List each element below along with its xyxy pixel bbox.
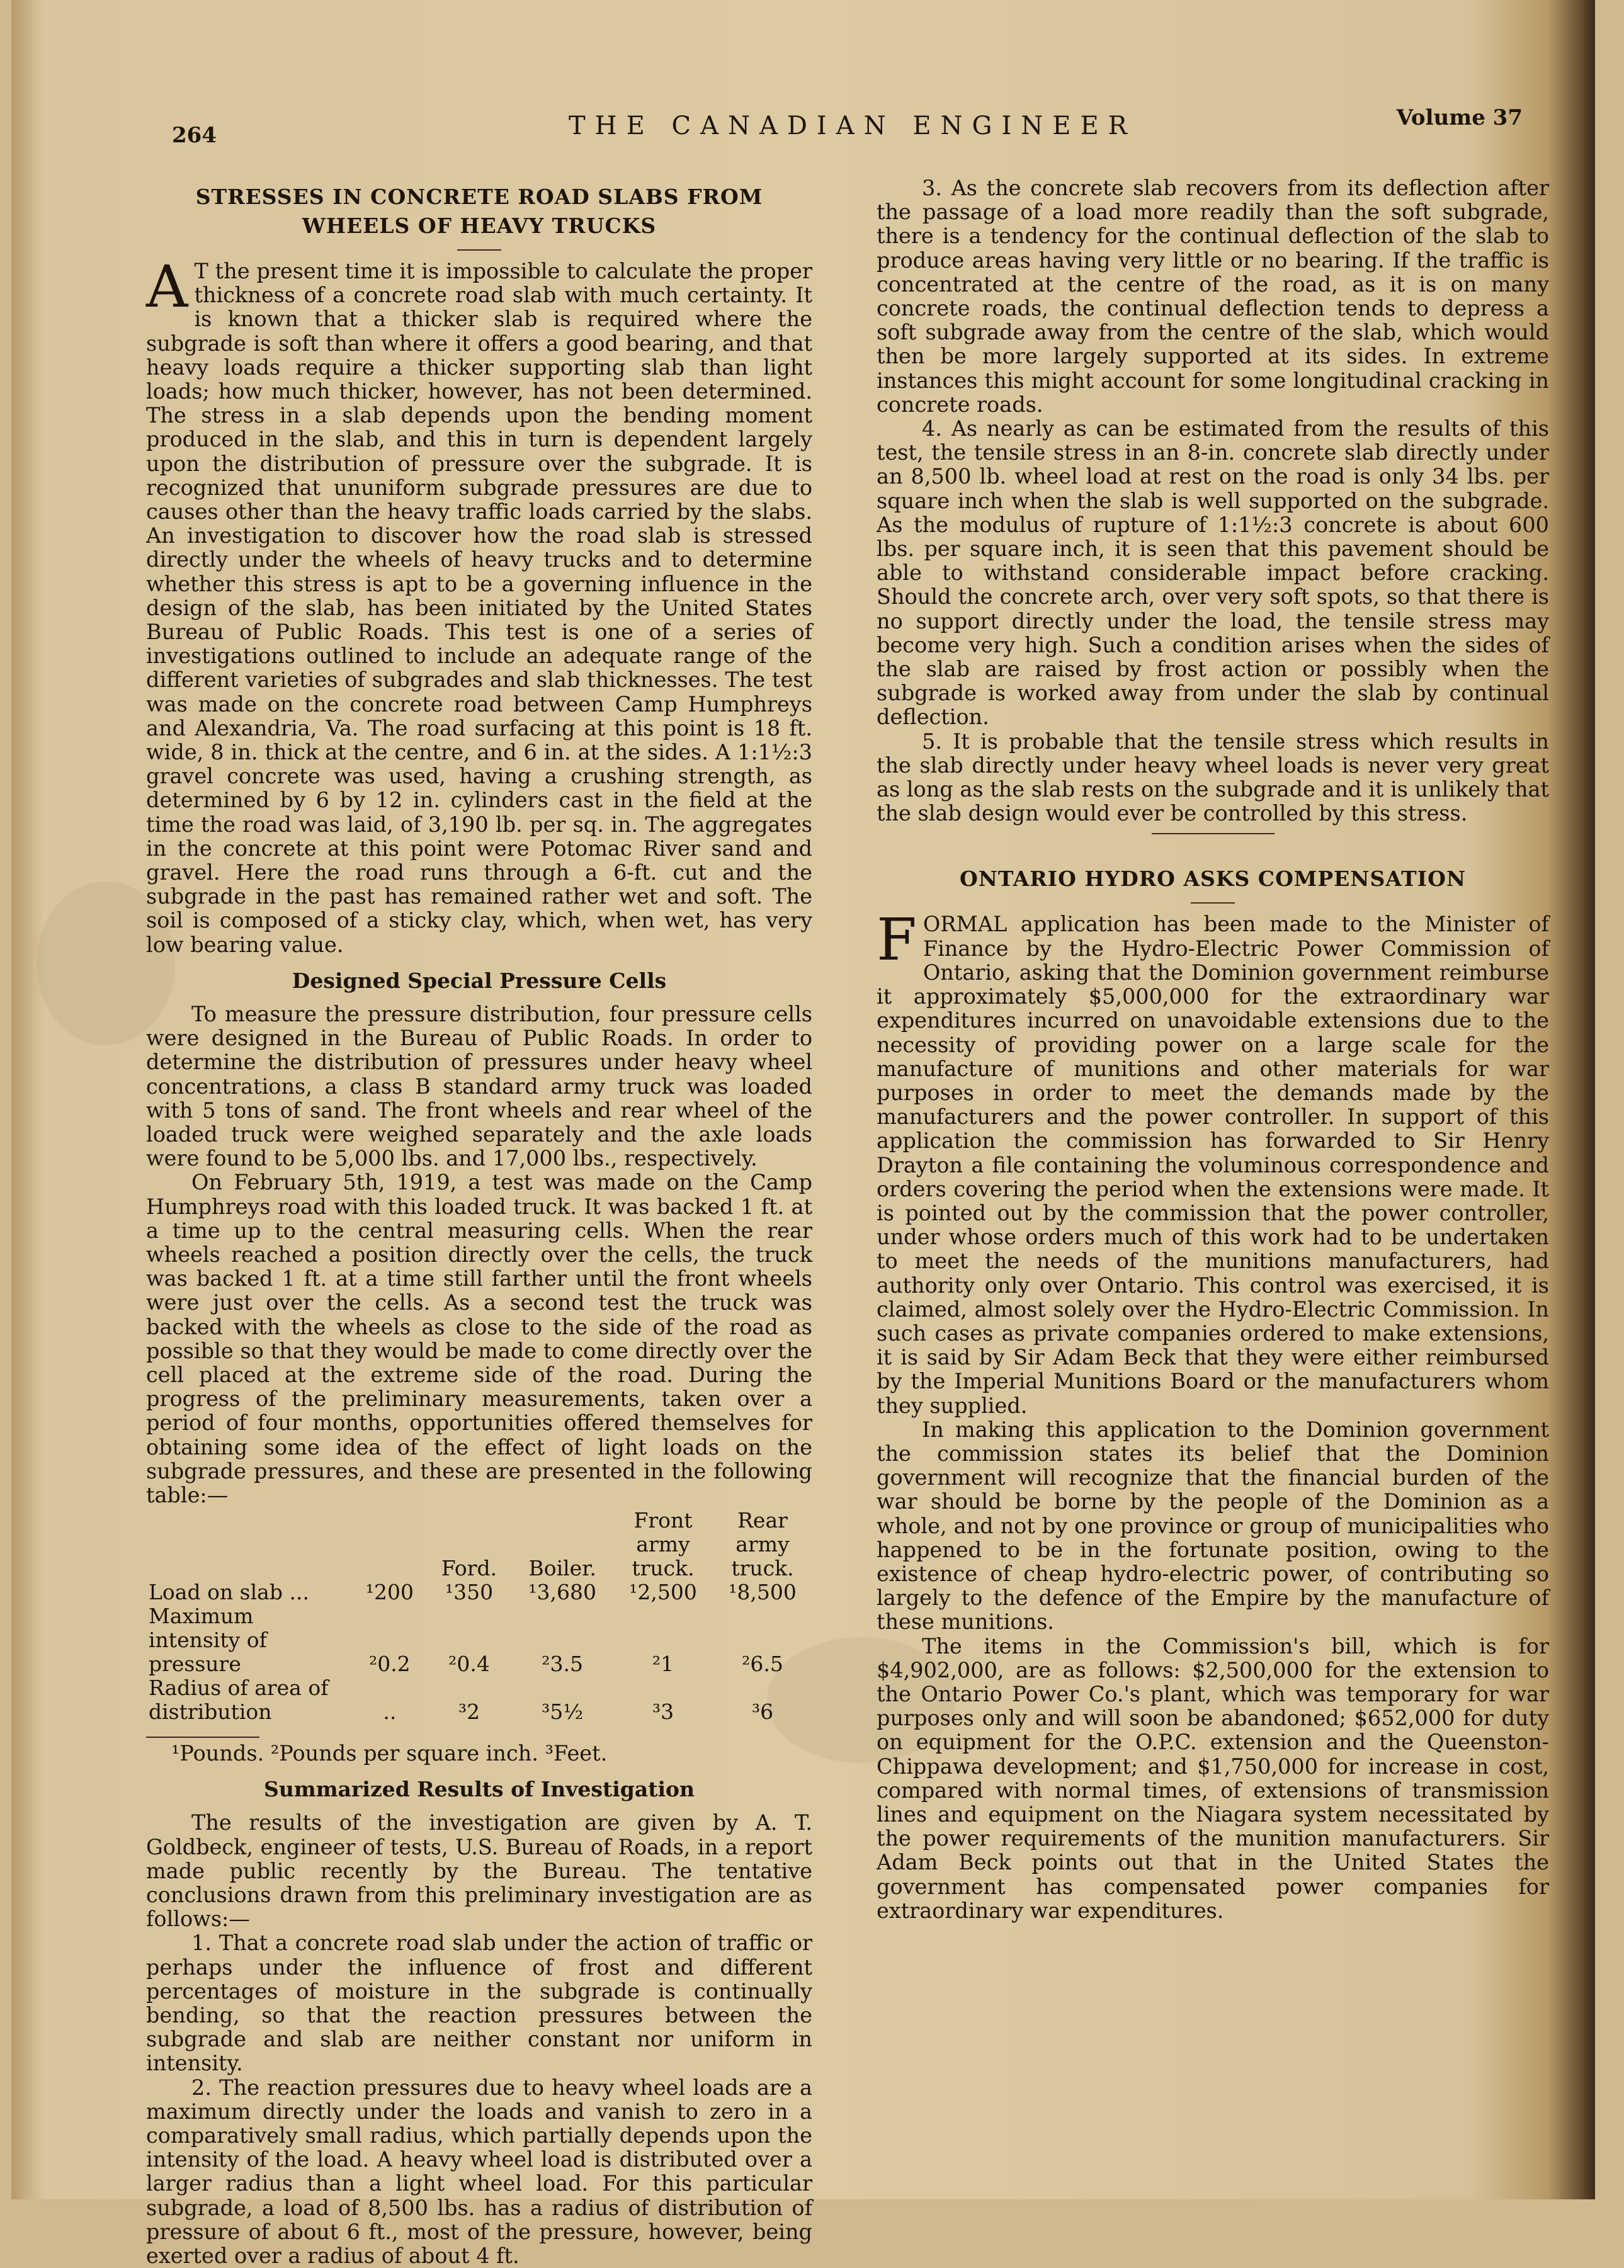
table-row [146, 1604, 812, 1676]
table-header-cell: Ford. [441, 1556, 497, 1581]
drop-cap: A [146, 253, 188, 320]
conclusion-item: 3. As the concrete slab recovers from its deflection after the passage of a load more readily than the soft subgrade, there is a tendency for the continual deflection of the slab to produce areas having very little or no bearing. If the traffic is concentrated at the centre of the road, as it is on many concrete roads, the continual deflection tends to depress a soft subgrade away from the centre of the slab, which would then be more largely supported at its sides. In extreme instances this might account for some longitudinal cracking in concrete roads. [877, 176, 1549, 417]
pressure-table [146, 1509, 812, 1724]
table-cell: ³2 [458, 1699, 480, 1725]
section-heading-summarized-results: Summarized Results of Investigation [264, 1777, 695, 1802]
left-column [146, 183, 812, 2268]
conclusion-item: 1. That a concrete road slab under the action of traffic or perhaps under the influence of frost and different percentages of moisture in the subgrade is continually bending, so that the reaction pressures between the subgrade and slab are neither constant nor uniform in intensity. [146, 1931, 812, 2076]
table-cell: ¹8,500 [729, 1580, 797, 1605]
right-column [877, 176, 1549, 1923]
table-cell: ²6.5 [742, 1652, 783, 1677]
paragraph: The items in the Commission's bill, which is for $4,902,000, are as follows: $2,500,000 for the extension to the Ontario Power Co.'s plant, which was temporary for war purposes only and will soon be abandoned; $652,000 for duty on equipment for the O.P.C. extension and the Queenston-Chippawa development; and $1,750,000 for increase in cost, compared with normal times, of extensions of transmission lines and equipment on the Niagara system necessitated by the power requirements of the munition manufacturers. Sir Adam Beck points out that in the United States the government has compensated power companies for extraordinary war expenditures. [877, 1633, 1549, 1923]
table-cell: ¹2,500 [629, 1580, 697, 1605]
table-cell: ²0.4 [448, 1652, 490, 1677]
volume-label: Volume 37 [1396, 105, 1523, 130]
table-cell: ²3.5 [542, 1652, 584, 1677]
table-header-cell: Rear army truck. [731, 1508, 794, 1581]
article-title-line2: WHEELS OF HEAVY TRUCKS [302, 213, 657, 238]
table-header-row [146, 1509, 812, 1580]
article2-intro [877, 906, 1549, 1418]
table-cell: ¹200 [365, 1580, 414, 1605]
article-title-line1: STRESSES IN CONCRETE ROAD SLABS FROM [195, 184, 763, 209]
page-sheet [11, 0, 1595, 2268]
table-header-cell: Front army truck. [632, 1508, 695, 1581]
section-heading-pressure-cells: Designed Special Pressure Cells [292, 968, 667, 993]
paragraph: On February 5th, 1919, a test was made on the Camp Humphreys road with this loaded truck. It was backed 1 ft. at a time up to the central measuring cells. When the rear wheels reached a position directly over the cells, the truck was backed 1 ft. at a time still farther until the front wheels were just over the cells. As a second test the truck was backed with the wheels as close to the side of the road as possible so that they would be made to come directly over the cell placed at the extreme side of the road. During the progress of the preliminary measurements, taken over a period of four months, opportunities offered themselves for obtaining some idea of the effect of light loads on the subgrade pressures, and these are presented in the following table:— [146, 1170, 812, 1507]
table-cell: ²0.2 [368, 1652, 411, 1677]
paragraph: The results of the investigation are given by A. T. Goldbeck, engineer of tests, U.S. Bureau of Roads, in a report made public recently by the Bureau. The tentative conclusions drawn from this preliminary investigation are as follows:— [146, 1810, 812, 1932]
page-number: 264 [172, 123, 217, 148]
table-cell: ¹350 [445, 1580, 494, 1605]
table-row [146, 1676, 812, 1724]
article-intro [146, 253, 812, 957]
paragraph: In making this application to the Dominion government the commission states its belief that the Dominion government will recognize that the financial burden of the war should be borne by the people of the Dominion as a whole, and not by one province or group of municipalities who happened to be in the fortunate position, owing to the existence of cheap hydro-electric power, of contributing so largely to the defence of the Empire by the manufacture of these munitions. [877, 1417, 1549, 1635]
table-cell-label: Maximum intensity of pressure [149, 1604, 267, 1677]
article2-title: ONTARIO HYDRO ASKS COMPENSATION [959, 866, 1467, 892]
journal-title: THE CANADIAN ENGINEER [569, 111, 1137, 140]
article-intro-text: T the present time it is impossible to calculate the proper thickness of a concrete road slab with much certainty. It is known that a thicker slab is required where the subgrade is soft than where it offers a good bearing, and that heavy loads require a thicker supporting slab than light loads; how much thicker, however, has not been determined. The stress in a slab depends upon the bending moment produced in the slab, and this in turn is dependent largely upon the distribution of pressure over the subgrade. It is recognized that ununiform subgrade pressures are due to causes other than the heavy traffic loads carried by the slabs. An investigation to discover how the road slab is stressed directly under the wheels of heavy trucks and to determine whether this stress is apt to be a governing influence in the design of the slab, has been initiated by the United States Bureau of Public Roads. This test is one of a series of investigations outlined to include an adequate range of the different varieties of subgrades and slab thicknesses. The test was made on the concrete road between Camp Humphreys and Alexandria, Va. The road surfacing at this point is 18 ft. wide, 8 in. thick at the centre, and 6 in. at the sides. A 1:1½:3 gravel concrete was used, having a crushing strength, as determined by 6 by 12 in. cylinders cast in the field at the time the road was laid, of 3,190 lb. per sq. in. The aggregates in the concrete at this point were Potomac River sand and gravel. Here the road runs through a 6-ft. cut and the subgrade in the past has remained rather wet and soft. The soil is composed of a sticky clay, which, when wet, has very low bearing value. [146, 259, 812, 957]
article-title [146, 183, 812, 241]
table-cell: ³6 [751, 1699, 774, 1725]
paragraph: To measure the pressure distribution, four pressure cells were designed in the Bureau of Public Roads. In order to determine the distribution of pressures under heavy wheel concentrations, a class B standard army truck was loaded with 5 tons of sand. The front wheels and rear wheel of the loaded truck were weighed separately and the axle loads were found to be 5,000 lbs. and 17,000 lbs., respectively. [146, 1001, 812, 1171]
conclusion-item: 4. As nearly as can be estimated from the results of this test, the tensile stress in an 8-in. concrete slab directly under an 8,500 lb. wheel load at rest on the road is only 34 lbs. per square inch when the slab is well supported on the subgrade. As the modulus of rupture of 1:1½:3 concrete is about 600 lbs. per square inch, it is seen that this pavement should be able to withstand considerable impact before cracking. Should the concrete arch, over very soft spots, so that there is no support directly under the load, the tensile stress may become very high. Such a condition arises when the sides of the slab are raised by frost action or possibly when the subgrade is worked away from under the slab by continual deflection. [877, 416, 1549, 730]
table-header-cell: Boiler. [528, 1556, 596, 1581]
table-cell: ²1 [652, 1652, 674, 1677]
table-row [146, 1580, 812, 1604]
footnote-rule [146, 1737, 259, 1738]
table-cell: .. [383, 1699, 397, 1725]
title-rule [457, 249, 501, 251]
table-cell: ³5½ [542, 1699, 584, 1725]
title-rule [1191, 902, 1235, 904]
table-cell-label: Load on slab ... [149, 1580, 309, 1605]
table-footnote: ¹Pounds. ²Pounds per square inch. ³Feet. [171, 1741, 608, 1766]
table-header-cell [353, 1509, 427, 1580]
page-header [162, 104, 1523, 148]
article2-intro-text: ORMAL application has been made to the Minister of Finance by the Hydro-Electric Power Commission of Ontario, asking that the Dominion government reimburse it approximately $5,000,000 for the extraordinary war expenditures incurred on unavoidable extensions due to the necessity of providing power on a large scale for the manufacture of munitions and other materials for war purposes in order to meet the demands made by the manufacturers and the power controller. In support of this application the commission has forwarded to Sir Henry Drayton a file containing the voluminous correspondence and orders covering the period when the extensions were made. It is pointed out by the commission that the power controller, under whose orders much of this work had to be undertaken to meet the needs of the munitions manufacturers, had authority only over Ontario. This control was exercised, it is claimed, almost solely over the Hydro-Electric Commission. In such cases as private companies ordered to make extensions, it is said by Sir Adam Beck that they were either reimbursed by the Imperial Munitions Board or the manufacturers whom they supplied. [877, 912, 1549, 1418]
conclusion-item: 2. The reaction pressures due to heavy wheel loads are a maximum directly under the loads and vanish to zero in a comparatively small radius, which partially depends upon the intensity of the load. A heavy wheel load is distributed over a larger radius than a light wheel load. For this particular subgrade, a load of 8,500 lbs. has a radius of distribution of pressure of about 6 ft., most of the pressure, however, being exerted over a radius of about 4 ft. [146, 2075, 812, 2268]
drop-cap: F [877, 906, 917, 974]
table-cell: ¹3,680 [528, 1580, 596, 1605]
conclusion-item: 5. It is probable that the tensile stress which results in the slab directly under heavy wheel loads is never very great as long as the slab rests on the subgrade and it is unlikely that the slab design would ever be controlled by this stress. [877, 729, 1549, 826]
table-cell: ³3 [652, 1699, 674, 1725]
table-cell-label: Radius of area of distribution [149, 1675, 329, 1725]
table-header-cell [146, 1509, 353, 1580]
article-divider [1152, 833, 1275, 834]
